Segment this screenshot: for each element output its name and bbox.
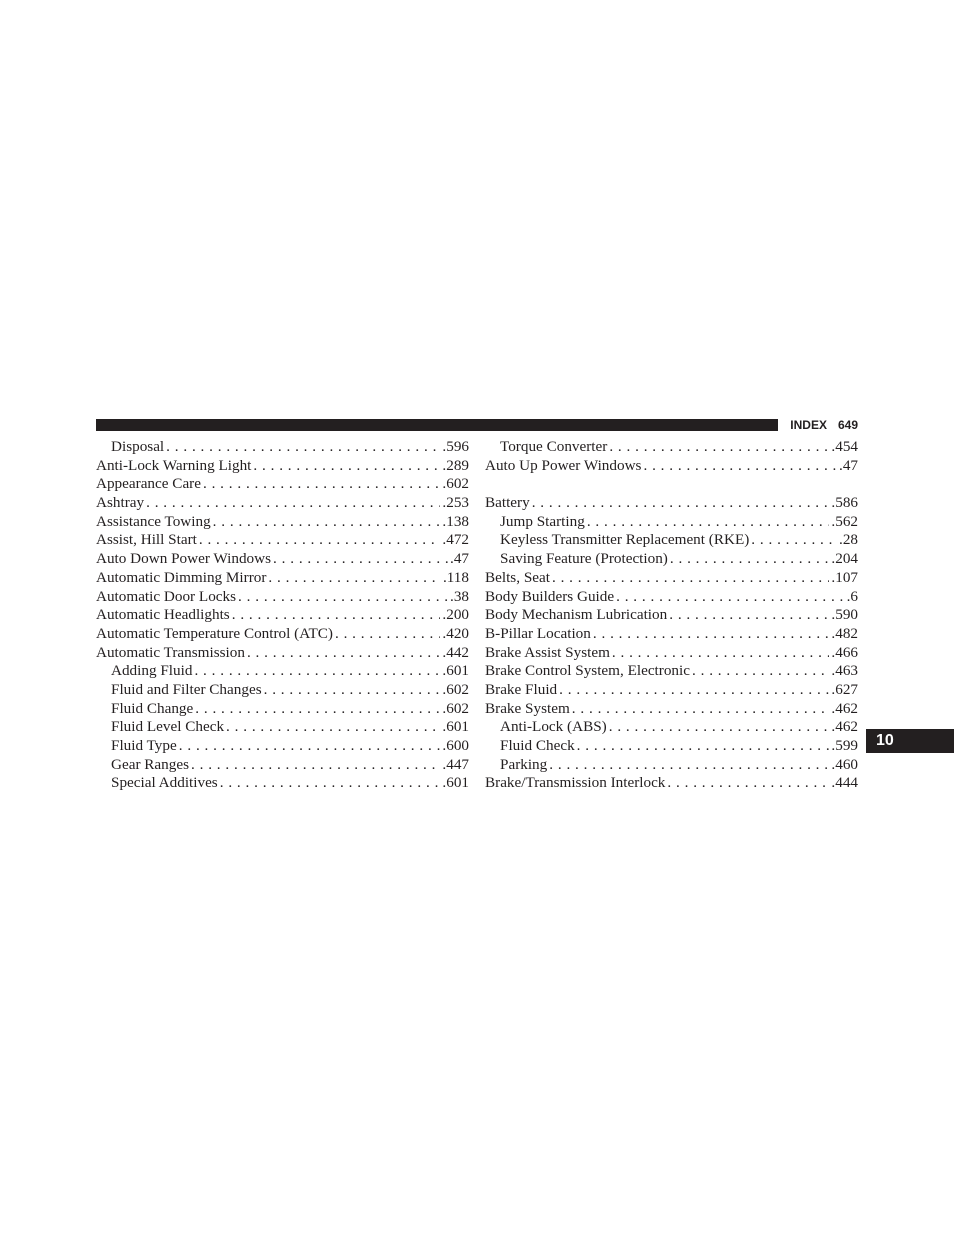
dot-leader xyxy=(577,737,830,756)
entry-term: Fluid Change xyxy=(111,699,194,717)
index-entry xyxy=(96,550,469,569)
entry-page: .460 xyxy=(831,755,858,773)
section-title: INDEX xyxy=(790,418,827,432)
entry-term: Auto Up Power Windows xyxy=(485,456,642,474)
index-subentry xyxy=(96,718,469,737)
entry-term: Anti-Lock Warning Light xyxy=(96,456,252,474)
entry-page: .601 xyxy=(442,774,469,792)
index-entry xyxy=(485,494,858,513)
entry-term: Anti-Lock (ABS) xyxy=(500,718,607,736)
entry-term: Brake/Transmission Interlock xyxy=(485,774,666,792)
entry-term: Fluid Type xyxy=(111,737,177,754)
index-entry xyxy=(96,531,469,550)
entry-page: .204 xyxy=(831,550,858,568)
entry-term: Assistance Towing xyxy=(96,512,211,530)
index-entry xyxy=(96,513,469,532)
entry-term: Belts, Seat xyxy=(485,568,550,586)
entry-page: .138 xyxy=(442,512,469,530)
entry-term: Fluid Check xyxy=(500,737,575,754)
dot-leader xyxy=(670,550,830,569)
entry-term: Adding Fluid xyxy=(111,662,193,680)
entry-term: Brake Control System, Electronic xyxy=(485,662,690,680)
index-subentry xyxy=(96,438,469,457)
dot-leader xyxy=(264,681,441,700)
index-entry xyxy=(485,774,858,793)
index-entry xyxy=(96,475,469,494)
entry-page: .118 xyxy=(442,568,469,586)
dot-leader xyxy=(199,531,441,550)
index-entry xyxy=(485,606,858,625)
index-column-left xyxy=(96,438,469,793)
index-entry xyxy=(96,569,469,588)
entry-page: .599 xyxy=(831,737,858,754)
index-subentry xyxy=(96,756,469,775)
dot-leader xyxy=(146,494,440,513)
dot-leader xyxy=(191,756,440,775)
dot-leader xyxy=(549,756,829,775)
dot-leader xyxy=(593,625,830,644)
dot-leader xyxy=(232,606,441,625)
entry-page: .463 xyxy=(831,662,858,680)
index-subentry xyxy=(485,438,858,457)
entry-page: .602 xyxy=(442,680,469,698)
index-subentry xyxy=(96,774,469,793)
dot-leader xyxy=(220,774,441,793)
dot-leader xyxy=(751,531,837,550)
index-entry xyxy=(96,457,469,476)
entry-page: .6 xyxy=(846,587,858,605)
entry-term: Brake System xyxy=(485,699,570,717)
header-rule xyxy=(96,419,778,431)
entry-term: Automatic Transmission xyxy=(96,643,245,661)
dot-leader xyxy=(195,700,440,719)
entry-page: .107 xyxy=(831,568,858,586)
entry-page: .590 xyxy=(831,606,858,624)
dot-leader xyxy=(609,718,830,737)
dot-leader xyxy=(532,494,830,513)
entry-page: .47 xyxy=(839,456,858,474)
dot-leader xyxy=(226,718,440,737)
entry-page: .200 xyxy=(442,606,469,624)
index-entry xyxy=(485,457,858,476)
entry-term: Ashtray xyxy=(96,494,145,512)
dot-leader xyxy=(643,457,837,476)
entry-term: B-Pillar Location xyxy=(485,624,591,642)
entry-page: .289 xyxy=(442,456,469,474)
chapter-tab xyxy=(866,729,954,753)
entry-page: .596 xyxy=(442,438,469,455)
dot-leader xyxy=(268,569,441,588)
entry-term: Brake Assist System xyxy=(485,643,610,661)
chapter-number: 10 xyxy=(876,732,894,749)
entry-page: .253 xyxy=(442,494,469,512)
index-column-right xyxy=(485,438,858,793)
index-subentry xyxy=(485,718,858,737)
index-subentry xyxy=(485,531,858,550)
entry-page: .442 xyxy=(442,643,469,661)
entry-term: Brake Fluid xyxy=(485,680,558,698)
dot-leader xyxy=(213,513,441,532)
entry-page: .462 xyxy=(831,718,858,736)
dot-leader xyxy=(247,644,440,663)
entry-term: Fluid and Filter Changes xyxy=(111,680,262,698)
entry-term: Auto Down Power Windows xyxy=(96,550,272,568)
running-header xyxy=(778,418,858,432)
index-entry xyxy=(96,606,469,625)
index-entry xyxy=(485,681,858,700)
index-entry xyxy=(485,588,858,607)
index-entry xyxy=(485,644,858,663)
entry-term: Automatic Temperature Control (ATC) xyxy=(96,624,333,642)
index-subentry xyxy=(485,737,858,756)
entry-page: .47 xyxy=(450,550,469,568)
index-subentry xyxy=(96,662,469,681)
entry-term: Automatic Dimming Mirror xyxy=(96,568,267,586)
entry-page: .454 xyxy=(831,438,858,455)
entry-page: .627 xyxy=(831,680,858,698)
index-entry xyxy=(485,569,858,588)
index-entry xyxy=(96,494,469,513)
entry-term: Jump Starting xyxy=(500,512,585,530)
entry-page: .601 xyxy=(442,662,469,680)
dot-leader xyxy=(587,513,830,532)
index-entry xyxy=(485,625,858,644)
index-subentry xyxy=(96,700,469,719)
entry-page: .38 xyxy=(450,587,469,605)
entry-page: .444 xyxy=(831,774,858,792)
entry-page: .420 xyxy=(442,624,469,642)
entry-spacer xyxy=(485,475,858,494)
dot-leader xyxy=(609,438,829,457)
entry-page: .482 xyxy=(831,624,858,642)
index-entry xyxy=(96,625,469,644)
dot-leader xyxy=(203,475,440,494)
index-subentry xyxy=(485,550,858,569)
entry-term: Torque Converter xyxy=(500,438,608,455)
entry-page: .447 xyxy=(442,755,469,773)
entry-page: .466 xyxy=(831,643,858,661)
dot-leader xyxy=(273,550,448,569)
dot-leader xyxy=(616,588,845,607)
index-subentry xyxy=(485,513,858,532)
page-number: 649 xyxy=(837,418,858,432)
entry-term: Appearance Care xyxy=(96,475,201,493)
dot-leader xyxy=(692,662,829,681)
dot-leader xyxy=(194,662,440,681)
dot-leader xyxy=(559,681,829,700)
entry-term: Battery xyxy=(485,494,530,512)
dot-leader xyxy=(238,588,448,607)
index-subentry xyxy=(96,681,469,700)
dot-leader xyxy=(335,625,440,644)
dot-leader xyxy=(572,700,830,719)
entry-term: Keyless Transmitter Replacement (RKE) xyxy=(500,531,750,549)
entry-page: .472 xyxy=(442,531,469,549)
dot-leader xyxy=(552,569,829,588)
index-entry xyxy=(485,662,858,681)
entry-term: Fluid Level Check xyxy=(111,718,225,736)
entry-page: .601 xyxy=(442,718,469,736)
entry-term: Body Builders Guide xyxy=(485,587,615,605)
index-entry xyxy=(96,588,469,607)
index-subentry xyxy=(485,756,858,775)
entry-page: .28 xyxy=(839,531,858,549)
entry-term: Gear Ranges xyxy=(111,755,190,773)
entry-term: Automatic Headlights xyxy=(96,606,230,624)
entry-term: Disposal xyxy=(111,438,165,455)
entry-term: Automatic Door Locks xyxy=(96,587,237,605)
dot-leader xyxy=(179,737,441,756)
index-entry xyxy=(96,644,469,663)
dot-leader xyxy=(253,457,440,476)
index-entry xyxy=(485,700,858,719)
entry-page: .586 xyxy=(831,494,858,512)
entry-term: Parking xyxy=(500,755,548,773)
entry-term: Body Mechanism Lubrication xyxy=(485,606,668,624)
index-subentry xyxy=(96,737,469,756)
entry-term: Saving Feature (Protection) xyxy=(500,550,668,568)
dot-leader xyxy=(669,606,829,625)
dot-leader xyxy=(667,774,829,793)
entry-term: Assist, Hill Start xyxy=(96,531,197,549)
entry-page: .600 xyxy=(442,737,469,754)
entry-page: .562 xyxy=(831,512,858,530)
entry-term: Special Additives xyxy=(111,774,218,792)
dot-leader xyxy=(612,644,830,663)
dot-leader xyxy=(166,438,440,457)
entry-page: .602 xyxy=(442,699,469,717)
entry-page: .602 xyxy=(442,475,469,493)
entry-page: .462 xyxy=(831,699,858,717)
